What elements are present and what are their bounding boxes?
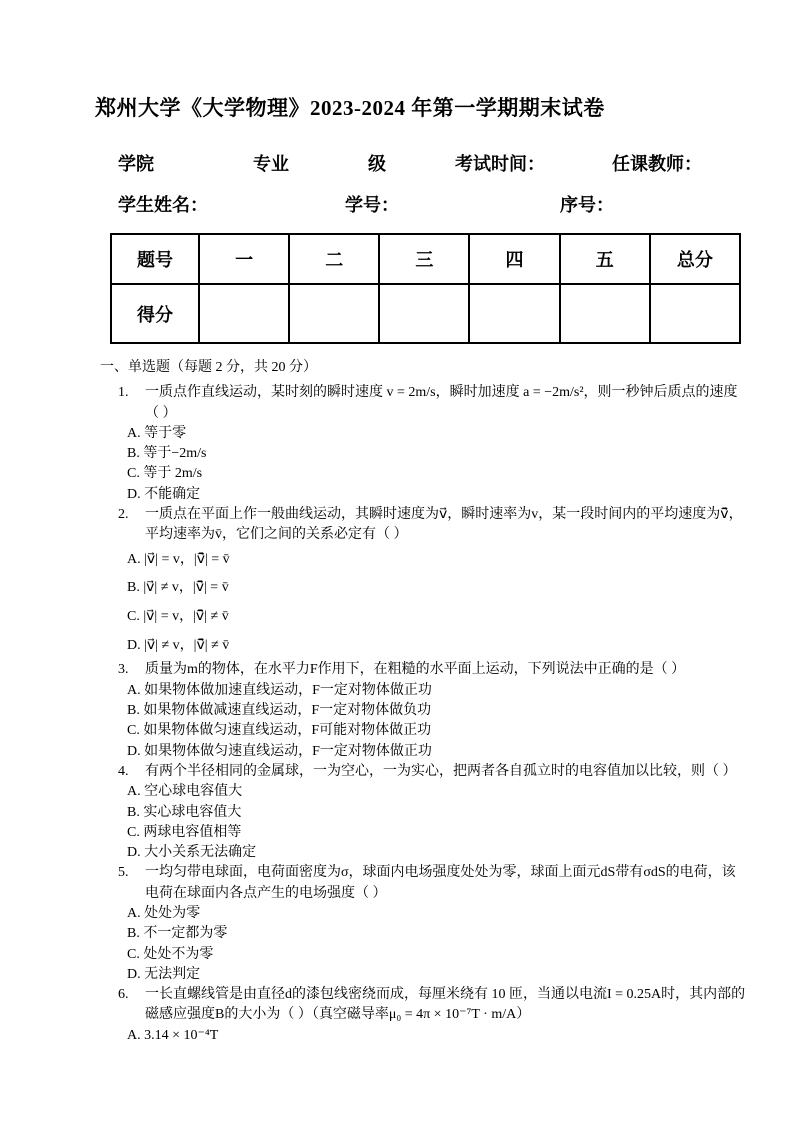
question-stem (118, 985, 748, 1026)
question-4 (118, 762, 748, 863)
question-option: C. 如果物体做匀速直线运动，F可能对物体做正功 (127, 723, 432, 739)
question-option: B. 如果物体做减速直线运动，F一定对物体做负功 (127, 703, 432, 719)
info-label-major: 专业 (253, 154, 289, 174)
score-table-header-total: 总分 (650, 234, 740, 284)
score-cell (289, 284, 379, 343)
question-text: 一质点在平面上作一般曲线运动，其瞬时速度为v⃗，瞬时速率为v，某一段时间内的平均速度为v̄⃗，平均速率为v̄，它们之间的关系必定有（ ） (145, 507, 743, 543)
question-option: A. 3.14 × 10⁻⁴T (127, 1027, 219, 1043)
question-text: 质量为m的物体，在水平力F作用下，在粗糙的水平面上运动，下列说法中正确的是（ ） (145, 662, 686, 678)
section-title: 一、单选题（每题 2 分，共 20 分） (100, 360, 317, 375)
info-label-college: 学院 (118, 154, 154, 174)
question-stem (118, 383, 748, 424)
question-2 (118, 505, 748, 660)
question-stem (118, 660, 748, 680)
score-table-header-col5: 五 (560, 234, 650, 284)
question-option: D. 不能确定 (127, 486, 201, 502)
question-3 (118, 660, 748, 761)
score-row-label: 得分 (111, 284, 199, 343)
question-stem (118, 863, 748, 904)
question-option: C. 等于 2m/s (127, 466, 203, 482)
question-text: 有两个半径相同的金属球，一为空心，一为实心，把两者各自孤立时的电容值加以比较，则（ ） (145, 763, 737, 779)
question-option: A. 等于零 (127, 425, 187, 441)
info-label-exam-time: 考试时间： (455, 154, 545, 174)
question-option: C. 处处不为零 (127, 946, 214, 962)
question-number: 4. (118, 763, 129, 779)
score-cell (650, 284, 740, 343)
score-table (110, 233, 741, 344)
info-label-teacher: 任课教师： (612, 154, 702, 174)
question-option: D. 无法判定 (127, 966, 201, 982)
question-number: 6. (118, 987, 129, 1003)
score-table-header-row (111, 234, 740, 284)
question-number: 3. (118, 662, 129, 678)
question-option: A. 空心球电容值大 (127, 784, 243, 800)
page-title: 郑州大学《大学物理》2023-2024 年第一学期期末试卷 (95, 96, 605, 120)
info-label-student-id: 学号： (345, 195, 399, 215)
question-option: D. 大小关系无法确定 (127, 845, 257, 861)
question-option: B. 等于−2m/s (127, 446, 207, 462)
question-stem (118, 762, 748, 782)
score-table-header-col2: 二 (289, 234, 379, 284)
question-option: B. 不一定都为零 (127, 926, 228, 942)
question-option: C. |v⃗| = v，|v̄⃗| ≠ v̄ (127, 609, 229, 625)
question-6 (118, 985, 748, 1046)
question-option: C. 两球电容值相等 (127, 824, 242, 840)
question-text: 一均匀带电球面，电荷面密度为σ，球面内电场强度处处为零，球面上面元dS带有σdS的电荷，该电荷在球面内各点产生的电场强度（ ） (145, 865, 736, 901)
question-option: D. 如果物体做匀速直线运动，F一定对物体做正功 (127, 743, 432, 759)
question-number: 2. (118, 507, 129, 523)
question-stem (118, 505, 748, 546)
score-cell (469, 284, 559, 343)
question-option: A. |v⃗| = v，|v̄⃗| = v̄ (127, 551, 230, 567)
question-option: D. |v⃗| ≠ v，|v̄⃗| ≠ v̄ (127, 637, 230, 653)
score-table-header-col4: 四 (469, 234, 559, 284)
score-table-score-row (111, 284, 740, 343)
question-5 (118, 863, 748, 985)
score-cell (560, 284, 650, 343)
question-option: B. |v⃗| ≠ v，|v̄⃗| = v̄ (127, 580, 229, 596)
question-text: 一质点作直线运动，某时刻的瞬时速度 v = 2m/s，瞬时加速度 a = −2m/s²，则一秒钟后质点的速度（ ） (145, 385, 738, 421)
question-number: 1. (118, 385, 129, 401)
question-option: B. 实心球电容值大 (127, 804, 242, 820)
info-label-student-name: 学生姓名： (118, 195, 208, 215)
score-table-header-col1: 一 (199, 234, 289, 284)
info-row-2 (0, 191, 793, 215)
score-table-header-label: 题号 (111, 234, 199, 284)
info-row-1 (0, 150, 793, 174)
question-number: 5. (118, 865, 129, 881)
score-cell (199, 284, 289, 343)
info-label-serial-number: 序号： (560, 195, 614, 215)
question-text: 一长直螺线管是由直径d的漆包线密绕而成，每厘米绕有 10 匝，当通以电流I = 0.25A时，其内部的磁感应强度B的大小为（ ）（真空磁导率μ₀ = 4π × 10⁻⁷T · m/A） (145, 987, 746, 1023)
question-option: A. 处处为零 (127, 905, 201, 921)
info-label-grade: 级 (368, 154, 386, 174)
exam-content (100, 358, 748, 1046)
score-cell (379, 284, 469, 343)
question-1 (118, 383, 748, 505)
question-option: A. 如果物体做加速直线运动，F一定对物体做正功 (127, 682, 432, 698)
score-table-header-col3: 三 (379, 234, 469, 284)
